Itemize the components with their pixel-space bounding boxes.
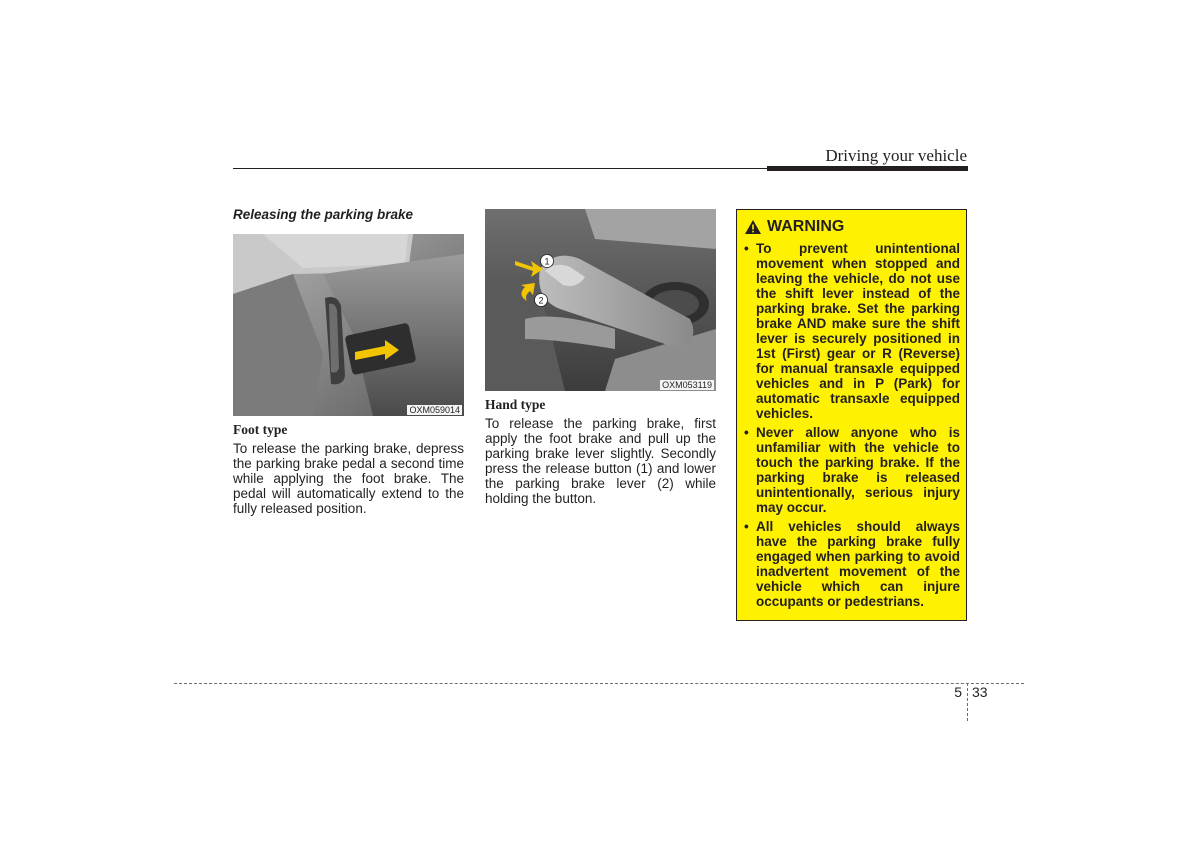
foot-type-body: To release the parking brake, depress the parking brake pedal a second time while applying the foot brake. The pedal will automatically extend to the fully released position. <box>233 441 464 516</box>
bullet: • <box>744 241 749 256</box>
header-rule-accent <box>767 166 968 171</box>
section-number: 5 <box>954 684 962 700</box>
hand-brake-illustration <box>485 209 716 391</box>
marker-1-label: 1 <box>544 256 550 267</box>
bullet: • <box>744 519 749 534</box>
section-heading: Releasing the parking brake <box>233 207 414 222</box>
warning-item-text: All vehicles should always have the parking brake fully engaged when parking to avoid inadvertent movement of the vehicle which can injure occupants or pedestrians. <box>756 519 960 609</box>
hand-brake-photo <box>485 209 716 391</box>
hand-type-body: To release the parking brake, first apply the foot brake and pull up the parking brake lever slightly. Secondly press the release button (1) and lower the parking brake lever (2) while holding the button. <box>485 416 716 506</box>
warning-item-text: To prevent unintentional movement when stopped and leaving the vehicle, do not use the shift lever instead of the parking brake. Set the parking brake AND make sure the shift lever is securely positioned in 1st (First) gear or R (Reverse) for manual transaxle equipped vehicles and in P (Park) for automatic transaxle equipped vehicles. <box>756 241 960 421</box>
warning-item <box>744 519 960 609</box>
image-code: OXM053119 <box>662 380 712 390</box>
image-code: OXM059014 <box>409 405 460 415</box>
warning-item <box>744 425 960 515</box>
footer-divider <box>967 683 968 721</box>
running-header: Driving your vehicle <box>825 146 967 165</box>
warning-item-text: Never allow anyone who is unfamiliar with the vehicle to touch the parking brake. If the parking brake is released unintentionally, serious injury may occur. <box>756 425 960 515</box>
bullet: • <box>744 425 749 440</box>
warning-title-text: WARNING <box>767 218 845 235</box>
foot-type-title: Foot type <box>233 422 288 437</box>
marker-2-label: 2 <box>538 295 544 306</box>
hand-type-title: Hand type <box>485 397 546 412</box>
warning-title <box>745 218 844 236</box>
header-rule <box>233 168 767 169</box>
foot-brake-photo <box>233 234 464 416</box>
page-number: 33 <box>972 684 988 700</box>
warning-item <box>744 241 960 421</box>
warning-triangle-icon <box>745 220 761 234</box>
warning-list <box>744 241 960 613</box>
footer-rule <box>174 683 1024 684</box>
foot-brake-illustration <box>233 234 464 416</box>
